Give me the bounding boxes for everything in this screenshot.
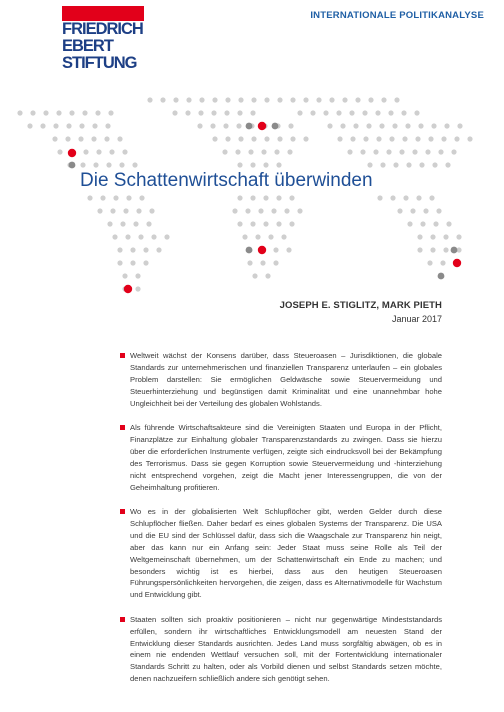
map-dot [289,195,294,200]
map-dot [277,97,282,102]
map-dot [222,149,227,154]
map-dot [276,162,281,167]
map-dot [263,221,268,226]
map-dot [107,221,112,226]
map-dot [402,136,407,141]
map-dot [443,234,448,239]
map-dot [276,221,281,226]
map-dot [327,123,332,128]
map-dot [126,195,131,200]
map-dot [125,234,130,239]
map-accent-dot [453,259,461,267]
map-dot [446,221,451,226]
map-dot [80,162,85,167]
map-dot [419,162,424,167]
map-dot [235,149,240,154]
map-dot [97,208,102,213]
map-dot [138,234,143,239]
map-dot [454,136,459,141]
map-dot [56,110,61,115]
map-dot [393,162,398,167]
map-accent-dot [438,273,445,280]
map-dot [264,97,269,102]
bullet-square-icon [120,617,125,622]
map-dot [250,110,255,115]
map-dot [250,221,255,226]
map-dot [17,110,22,115]
map-dot [83,149,88,154]
map-dot [147,97,152,102]
map-dot [160,97,165,102]
map-dot [100,195,105,200]
map-dot [432,162,437,167]
map-dot [250,162,255,167]
map-dot [390,195,395,200]
map-dot [27,123,32,128]
map-dot [403,195,408,200]
map-dot [427,260,432,265]
map-dot [40,123,45,128]
map-dot [362,110,367,115]
map-dot [425,149,430,154]
map-dot [112,234,117,239]
map-dot [151,234,156,239]
map-dot [289,221,294,226]
map-dot [237,110,242,115]
map-dot [337,136,342,141]
map-dot [276,195,281,200]
map-dot [223,123,228,128]
author-block [280,300,442,324]
map-dot [104,136,109,141]
map-dot [399,149,404,154]
bullet-square-icon [120,425,125,430]
map-dot [353,123,358,128]
map-dot [122,273,127,278]
map-dot [349,110,354,115]
map-dot [143,247,148,252]
summary-item [130,506,442,601]
series-label: INTERNATIONALE POLITIKANALYSE [310,10,484,21]
map-dot [93,162,98,167]
map-dot [392,123,397,128]
publication-date: Januar 2017 [391,314,442,324]
map-dot [186,97,191,102]
map-dot [430,247,435,252]
map-dot [273,247,278,252]
map-dot [373,149,378,154]
map-dot [363,136,368,141]
map-dot [467,136,472,141]
map-dot [367,162,372,167]
map-dot [271,208,276,213]
map-dot [423,208,428,213]
map-dot [143,260,148,265]
summary-text: Als führende Wirtschaftsakteure sind die Vereinigten Staaten und Europa in der Pflicht, Finanzplätze zur Einhaltung globaler Transparenzstandards zu zwingen. Dass sie hierzu über die erforderlichen Instrumente verfügen, zeigte sich eindrucksvoll bei der Bekämpfung des Terrorismus. Dass sie gegen Korruption sowie Steuervermeidung und -hinterziehung nicht entsprechend vorgehen, zeigt die Macht jener Interessengruppen, die von der Geheimhaltung profitieren. [130,423,442,492]
map-dot [416,195,421,200]
map-dot [122,149,127,154]
map-dot [123,208,128,213]
map-dot [444,123,449,128]
logo-red-bar [62,6,144,21]
map-dot [130,260,135,265]
map-dot [135,273,140,278]
map-dot [199,97,204,102]
map-dot [405,123,410,128]
bullet-square-icon [120,509,125,514]
map-dot [440,260,445,265]
map-dot [117,136,122,141]
map-dot [380,162,385,167]
map-dot [418,123,423,128]
map-dot [394,97,399,102]
map-dot [117,260,122,265]
map-dot [149,208,154,213]
map-dot [119,162,124,167]
map-dot [113,195,118,200]
map-dot [274,149,279,154]
map-dot [303,136,308,141]
map-dot [164,234,169,239]
map-dot [57,149,62,154]
map-dot [52,136,57,141]
bullet-square-icon [120,353,125,358]
map-dot [173,97,178,102]
map-dot [92,123,97,128]
map-dot [429,195,434,200]
map-dot [386,149,391,154]
map-dot [132,162,137,167]
map-dot [255,234,260,239]
map-dot [106,162,111,167]
map-dot [130,247,135,252]
map-dot [273,260,278,265]
map-dot [238,136,243,141]
map-dot [310,110,315,115]
map-dot [414,110,419,115]
map-dot [407,221,412,226]
summary-text: Staaten sollten sich proaktiv positionieren – nicht nur gegenwärtige Mindeststandards erfüllen, sondern ihr wirtschaftliches Entwicklungsmodell am neuesten Stand der Entwicklung dieser Standards ausrichten. Jedes Land muss sorgfältig abwägen, ob es in einem nie endenden Wettlauf versuchen soll, mit der Fortentwicklung internationaler Standards Schritt zu halten, oder als Vorbild dienen und selbst Standards setzen möchte, denen nachzueifern schließlich andere sich genötigt sehen. [130,614,442,684]
map-dot [288,123,293,128]
map-accent-dot [246,123,253,130]
map-dot [389,136,394,141]
map-dot [397,208,402,213]
summary-list [130,350,442,698]
logo-line-3: STIFTUNG [62,54,137,72]
map-dot [224,110,229,115]
map-dot [117,247,122,252]
map-dot [133,221,138,226]
map-dot [237,221,242,226]
map-dot [342,97,347,102]
summary-text: Wo es in der globalisierten Welt Schlupflöcher gibt, werden Gelder durch diese Schlupflöcher fließen. Daher bedarf es eines globalen Systems der Transparenz. Die USA und die EU sind der Schlüssel dafür, dass sich die Waagschale zur Transparenz hin neigt, aber das kann nur ein Anfang sein: Jeder Staat muss seine Rolle als Teil der Weltgemeinschaft übernehmen, um der Schattenwirtschaft ein Ende zu machen; und besonders wichtig ist es hierbei, dass aus den heutigen Steueroasen Führungspersönlichkeiten hervorgehen, die zeigen, dass es Alternativmodelle für Wachstum und Entwicklung gibt. [130,506,442,600]
map-dot [105,123,110,128]
map-dot [388,110,393,115]
map-dot [303,97,308,102]
map-dot [401,110,406,115]
map-dot [287,149,292,154]
summary-item [130,614,442,685]
map-dot [263,195,268,200]
map-accent-dot [124,285,132,293]
fes-logo [62,6,146,72]
map-dot [238,97,243,102]
map-dot [237,195,242,200]
map-dot [329,97,334,102]
map-dot [53,123,58,128]
map-dot [247,260,252,265]
map-dot [268,234,273,239]
map-dot [108,110,113,115]
map-dot [377,195,382,200]
world-dot-map [0,90,504,310]
map-dot [297,110,302,115]
map-dot [355,97,360,102]
map-dot [286,247,291,252]
map-dot [252,273,257,278]
map-dot [212,97,217,102]
map-dot [43,110,48,115]
map-dot [210,123,215,128]
map-dot [236,123,241,128]
map-dot [211,110,216,115]
map-dot [156,247,161,252]
map-dot [368,97,373,102]
map-dot [109,149,114,154]
map-dot [65,136,70,141]
map-dot [264,136,269,141]
map-dot [245,208,250,213]
map-dot [265,273,270,278]
map-dot [376,136,381,141]
map-dot [263,162,268,167]
author-names: JOSEPH E. STIGLITZ, MARK PIETH [279,300,442,311]
map-dot [251,136,256,141]
map-dot [281,234,286,239]
map-dot [456,234,461,239]
map-dot [251,97,256,102]
map-dot [248,149,253,154]
map-accent-dot [272,123,279,130]
summary-item [130,422,442,493]
map-accent-dot [258,246,266,254]
map-dot [225,97,230,102]
map-dot [360,149,365,154]
map-dot [406,162,411,167]
map-dot [336,110,341,115]
map-dot [290,97,295,102]
map-accent-dot [258,122,266,130]
map-dot [197,123,202,128]
map-dot [436,208,441,213]
map-dot [87,195,92,200]
map-accent-dot [68,149,76,157]
map-dot [412,149,417,154]
map-dot [451,149,456,154]
map-dot [232,208,237,213]
map-dot [30,110,35,115]
map-dot [417,234,422,239]
map-dot [438,149,443,154]
summary-item [130,350,442,410]
map-dot [445,162,450,167]
map-dot [379,123,384,128]
map-dot [250,195,255,200]
map-dot [430,234,435,239]
map-dot [417,247,422,252]
map-dot [415,136,420,141]
map-dot [79,123,84,128]
map-dot [139,195,144,200]
map-accent-dot [69,162,76,169]
map-dot [96,149,101,154]
map-dot [381,97,386,102]
map-dot [185,110,190,115]
map-dot [225,136,230,141]
map-dot [198,110,203,115]
map-dot [91,136,96,141]
map-dot [410,208,415,213]
map-dot [120,221,125,226]
map-dot [135,286,140,291]
map-accent-dot [246,247,253,254]
map-dot [237,162,242,167]
map-dot [66,123,71,128]
map-dot [212,136,217,141]
map-dot [443,247,448,252]
map-dot [242,234,247,239]
map-dot [420,221,425,226]
map-dot [375,110,380,115]
map-dot [350,136,355,141]
map-dot [323,110,328,115]
map-dot [110,208,115,213]
map-dot [172,110,177,115]
map-accent-dot [451,247,458,254]
map-dot [347,149,352,154]
map-dot [431,123,436,128]
map-dot [277,136,282,141]
map-dot [316,97,321,102]
map-dot [457,123,462,128]
logo-line-1: FRIEDRICH [62,20,143,38]
map-dot [428,136,433,141]
map-dot [78,136,83,141]
map-dot [261,149,266,154]
map-dot [340,123,345,128]
map-dot [433,221,438,226]
map-dot [290,136,295,141]
map-dot [260,260,265,265]
map-dot [82,110,87,115]
page-title: Die Schattenwirtschaft überwinden [80,170,373,191]
map-dot [297,208,302,213]
map-dot [441,136,446,141]
map-dot [366,123,371,128]
map-dot [146,221,151,226]
map-dot [136,208,141,213]
map-dot [284,208,289,213]
summary-text: Weltweit wächst der Konsens darüber, dass Steueroasen – Jurisdiktionen, die globale Standards zur unternehmerischen und finanziellen Transparenz unterlaufen – ein globales Problem darstellen: Sie ermöglichen Geldwäsche sowie Steuervermeidung und Steuerhinterziehung und begünstigen damit Kriminalität und eine unannehmbar hohe Ungleichheit bei der Verteilung des globalen Wohlstands. [130,351,442,408]
map-dot [258,208,263,213]
map-dot [95,110,100,115]
map-dot [69,110,74,115]
logo-line-2: EBERT [62,37,113,55]
